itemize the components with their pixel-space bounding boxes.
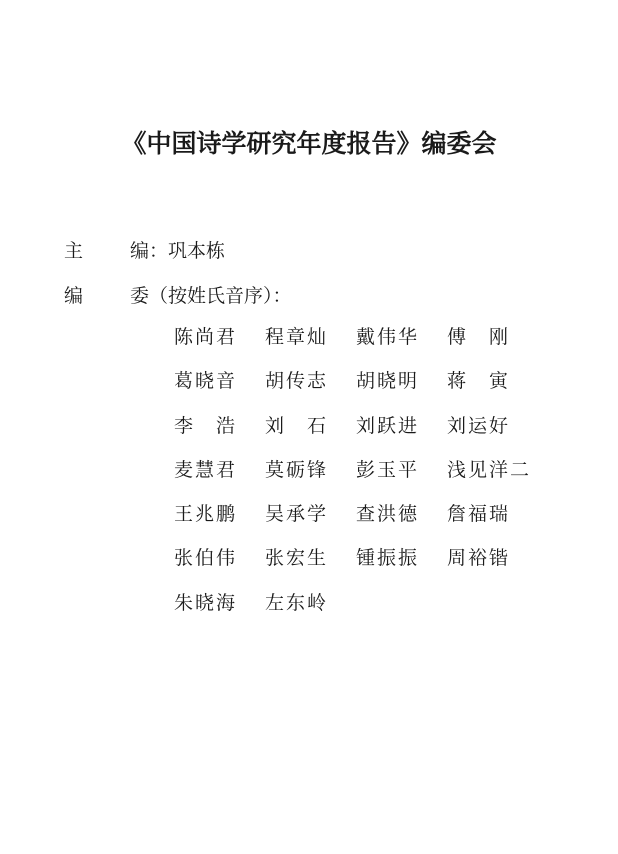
committee-member-name: 程章灿 — [265, 326, 329, 348]
committee-member-list — [174, 322, 538, 632]
committee-member-name: 浅见洋二 — [447, 458, 532, 481]
chief-editor-name: 巩本栋 — [168, 240, 226, 262]
committee-member-name: 戴伟华 — [356, 326, 420, 348]
committee-member-name: 刘跃进 — [356, 414, 420, 437]
committee-member-name: 朱晓海 — [174, 591, 238, 614]
committee-member-name: 胡传志 — [265, 370, 329, 393]
committee-member-name: 左东岭 — [265, 591, 329, 614]
committee-row — [174, 411, 538, 455]
committee-member-name: 锺振振 — [356, 547, 420, 570]
committee-row — [174, 322, 538, 366]
committee-member-name: 胡晓明 — [356, 370, 420, 393]
committee-member-name: 傅 刚 — [447, 326, 511, 348]
committee-member-name: 王兆鹏 — [174, 503, 238, 526]
page-title: 《中国诗学研究年度报告》编委会 — [121, 129, 497, 158]
committee-row — [174, 455, 538, 499]
committee-row — [174, 543, 538, 587]
committee-member-name: 张宏生 — [265, 547, 329, 570]
chief-editor-label-suffix: 编： — [130, 240, 169, 262]
committee-label-first: 编 — [64, 285, 84, 307]
committee-row — [174, 588, 538, 632]
committee-member-name: 陈尚君 — [174, 326, 238, 348]
committee-member-name: 李 浩 — [174, 414, 238, 437]
chief-editor-label-second — [130, 236, 225, 263]
committee-member-name: 刘运好 — [447, 414, 511, 437]
committee-member-name: 蒋 寅 — [447, 370, 511, 393]
committee-member-name: 葛晓音 — [174, 370, 238, 393]
committee-row — [174, 366, 538, 410]
committee-member-name: 詹福瑞 — [447, 503, 511, 526]
committee-member-name: 查洪德 — [356, 503, 420, 526]
committee-label-second: 委（按姓氏音序）： — [130, 285, 292, 307]
committee-member-name: 麦慧君 — [174, 458, 238, 481]
committee-member-name: 吴承学 — [265, 503, 329, 526]
committee-member-name: 莫砺锋 — [265, 458, 329, 481]
committee-member-name: 彭玉平 — [356, 458, 420, 481]
chief-editor-label-first: 主 — [64, 240, 84, 262]
committee-member-name: 周裕锴 — [447, 547, 511, 570]
committee-member-name: 刘 石 — [265, 414, 329, 437]
committee-row — [174, 499, 538, 543]
committee-member-name: 张伯伟 — [174, 547, 238, 570]
